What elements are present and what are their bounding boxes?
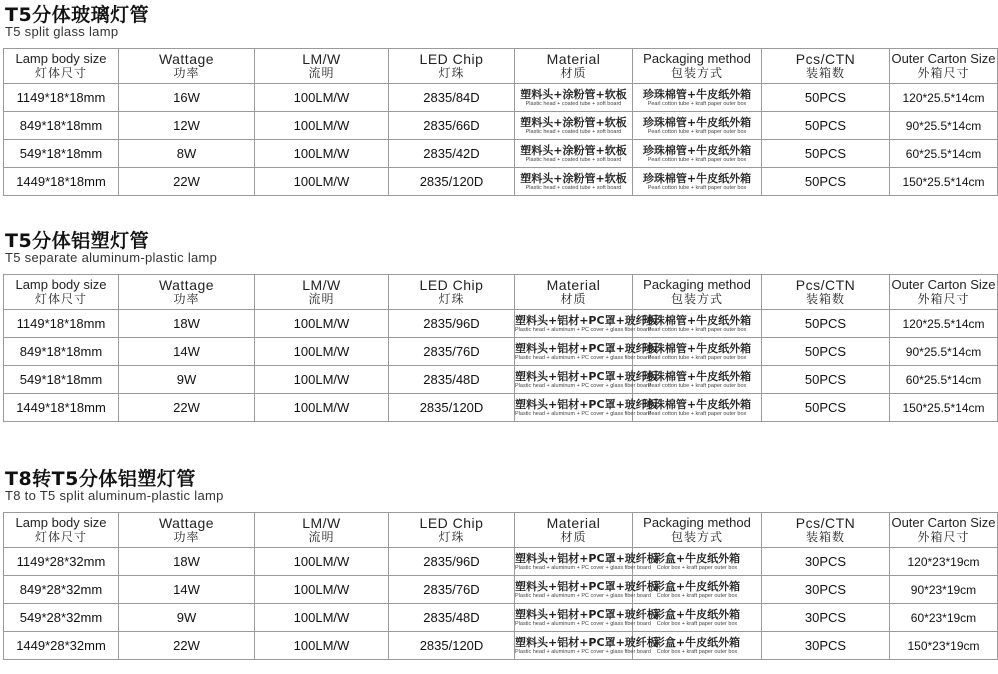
packaging-en: Color box + kraft paper outer box xyxy=(656,620,738,627)
column-header-en: LED Chip xyxy=(419,515,484,531)
material-en: Plastic head + coated tube + soft board xyxy=(525,128,622,135)
column-header-cn: 包装方式 xyxy=(670,530,723,544)
led-chip-cell: 2835/96D xyxy=(389,310,515,338)
table-row xyxy=(4,168,998,196)
wattage-cell: 9W xyxy=(119,366,255,394)
carton-size-cell: 150*25.5*14cm xyxy=(890,168,998,196)
column-header xyxy=(119,49,255,84)
table-row xyxy=(4,548,998,576)
material-en: Plastic head + coated tube + soft board xyxy=(525,156,622,163)
column-header xyxy=(633,49,762,84)
pcs-per-carton-cell: 50PCS xyxy=(762,338,890,366)
material-en: Plastic head + aluminum + PC cover + glass fiber board xyxy=(515,592,651,599)
lamp-size-cell: 1449*28*32mm xyxy=(4,632,119,660)
column-header-cn: 灯体尺寸 xyxy=(34,292,87,306)
column-header-en: Wattage xyxy=(158,515,215,531)
material-cn: 塑料头+铝材+PC罩+玻纤板 xyxy=(515,341,658,355)
column-header-en: LM/W xyxy=(302,515,341,531)
lamp-size-cell: 849*28*32mm xyxy=(4,576,119,604)
packaging-cell xyxy=(633,140,762,168)
column-header-en: Wattage xyxy=(158,51,215,67)
carton-size-cell: 120*23*19cm xyxy=(890,548,998,576)
material-cn: 塑料头+铝材+PC罩+玻纤板 xyxy=(515,313,658,327)
column-header-en: Outer Carton Size xyxy=(891,515,996,530)
column-header-en: Material xyxy=(546,515,601,531)
wattage-cell: 18W xyxy=(119,310,255,338)
table-row xyxy=(4,310,998,338)
column-header-cn: 材质 xyxy=(560,66,587,80)
packaging-en: Color box + kraft paper outer box xyxy=(656,648,738,655)
packaging-en: Pearl cotton tube + kraft paper outer box xyxy=(647,128,747,135)
column-header xyxy=(515,49,633,84)
wattage-cell: 22W xyxy=(119,168,255,196)
packaging-cn: 彩盒+牛皮纸外箱 xyxy=(653,635,741,649)
led-chip-cell: 2835/96D xyxy=(389,548,515,576)
material-en: Plastic head + aluminum + PC cover + glass fiber board xyxy=(515,648,651,655)
table-row xyxy=(4,576,998,604)
wattage-cell: 18W xyxy=(119,548,255,576)
column-header-cn: 包装方式 xyxy=(670,66,723,80)
packaging-cn: 珍珠棉管+牛皮纸外箱 xyxy=(642,397,752,411)
column-header-cn: 功率 xyxy=(173,530,200,544)
lamp-size-cell: 549*18*18mm xyxy=(4,366,119,394)
packaging-en: Pearl cotton tube + kraft paper outer box xyxy=(647,354,747,361)
material-en: Plastic head + aluminum + PC cover + glass fiber board xyxy=(515,382,651,389)
packaging-cell xyxy=(633,394,762,422)
column-header-cn: 灯体尺寸 xyxy=(34,530,87,544)
carton-size-cell: 60*23*19cm xyxy=(890,604,998,632)
header-row xyxy=(4,275,998,310)
column-header-en: Pcs/CTN xyxy=(795,515,856,531)
material-cell xyxy=(515,338,658,366)
table-row xyxy=(4,140,998,168)
column-header-en: Packaging method xyxy=(643,515,751,530)
material-cell xyxy=(515,366,658,394)
lamp-size-cell: 1449*18*18mm xyxy=(4,168,119,196)
led-chip-cell: 2835/66D xyxy=(389,112,515,140)
column-header xyxy=(255,49,389,84)
column-header-cn: 灯珠 xyxy=(438,66,465,80)
packaging-cell xyxy=(633,366,762,394)
lamp-size-cell: 1149*18*18mm xyxy=(4,310,119,338)
header-row xyxy=(4,513,998,548)
packaging-cn: 珍珠棉管+牛皮纸外箱 xyxy=(642,341,752,355)
column-header xyxy=(890,513,998,548)
column-header-cn: 装箱数 xyxy=(805,530,845,544)
column-header-cn: 材质 xyxy=(560,292,587,306)
lamp-size-cell: 849*18*18mm xyxy=(4,338,119,366)
column-header-cn: 外箱尺寸 xyxy=(917,292,970,306)
column-header-en: Packaging method xyxy=(643,277,751,292)
material-cell xyxy=(515,168,633,196)
lumen-cell: 100LM/W xyxy=(255,84,389,112)
material-cn: 塑料头+铝材+PC罩+玻纤板 xyxy=(515,397,658,411)
section-title: T5分体玻璃灯管 xyxy=(5,4,150,26)
lumen-cell: 100LM/W xyxy=(255,576,389,604)
material-cn: 塑料头+涂粉管+软板 xyxy=(520,87,627,101)
spec-table xyxy=(3,274,998,422)
column-header xyxy=(4,49,119,84)
column-header xyxy=(890,275,998,310)
packaging-cn: 珍珠棉管+牛皮纸外箱 xyxy=(642,143,752,157)
carton-size-cell: 90*23*19cm xyxy=(890,576,998,604)
lumen-cell: 100LM/W xyxy=(255,140,389,168)
material-en: Plastic head + aluminum + PC cover + glass fiber board xyxy=(515,564,651,571)
column-header-cn: 包装方式 xyxy=(670,292,723,306)
pcs-per-carton-cell: 30PCS xyxy=(762,632,890,660)
column-header-en: LM/W xyxy=(302,277,341,293)
lamp-size-cell: 849*18*18mm xyxy=(4,112,119,140)
column-header-en: Material xyxy=(546,51,601,67)
wattage-cell: 14W xyxy=(119,338,255,366)
wattage-cell: 22W xyxy=(119,394,255,422)
column-header-cn: 功率 xyxy=(173,66,200,80)
lumen-cell: 100LM/W xyxy=(255,168,389,196)
lumen-cell: 100LM/W xyxy=(255,394,389,422)
led-chip-cell: 2835/120D xyxy=(389,632,515,660)
lumen-cell: 100LM/W xyxy=(255,366,389,394)
carton-size-cell: 90*25.5*14cm xyxy=(890,112,998,140)
material-cn: 塑料头+铝材+PC罩+玻纤板 xyxy=(515,369,658,383)
lumen-cell: 100LM/W xyxy=(255,112,389,140)
column-header-cn: 装箱数 xyxy=(805,66,845,80)
column-header xyxy=(119,513,255,548)
packaging-en: Pearl cotton tube + kraft paper outer box xyxy=(647,410,747,417)
lamp-size-cell: 1149*28*32mm xyxy=(4,548,119,576)
column-header-cn: 灯珠 xyxy=(438,292,465,306)
column-header-en: Wattage xyxy=(158,277,215,293)
wattage-cell: 9W xyxy=(119,604,255,632)
packaging-cn: 珍珠棉管+牛皮纸外箱 xyxy=(642,369,752,383)
led-chip-cell: 2835/84D xyxy=(389,84,515,112)
carton-size-cell: 120*25.5*14cm xyxy=(890,84,998,112)
column-header-cn: 灯体尺寸 xyxy=(34,66,87,80)
packaging-cn: 彩盒+牛皮纸外箱 xyxy=(653,607,741,621)
packaging-en: Color box + kraft paper outer box xyxy=(656,564,738,571)
material-cn: 塑料头+涂粉管+软板 xyxy=(520,115,627,129)
column-header xyxy=(389,49,515,84)
carton-size-cell: 90*25.5*14cm xyxy=(890,338,998,366)
table-row xyxy=(4,366,998,394)
led-chip-cell: 2835/120D xyxy=(389,394,515,422)
led-chip-cell: 2835/76D xyxy=(389,576,515,604)
lumen-cell: 100LM/W xyxy=(255,632,389,660)
column-header-cn: 装箱数 xyxy=(805,292,845,306)
pcs-per-carton-cell: 50PCS xyxy=(762,140,890,168)
column-header-en: Pcs/CTN xyxy=(795,277,856,293)
column-header-cn: 流明 xyxy=(308,66,335,80)
carton-size-cell: 120*25.5*14cm xyxy=(890,310,998,338)
product-section xyxy=(0,464,996,674)
carton-size-cell: 150*23*19cm xyxy=(890,632,998,660)
material-cell xyxy=(515,548,658,576)
packaging-cell xyxy=(633,168,762,196)
material-en: Plastic head + coated tube + soft board xyxy=(525,184,622,191)
packaging-cn: 彩盒+牛皮纸外箱 xyxy=(653,579,741,593)
column-header xyxy=(633,513,762,548)
header-row xyxy=(4,49,998,84)
material-cn: 塑料头+铝材+PC罩+玻纤板 xyxy=(515,551,658,565)
material-en: Plastic head + aluminum + PC cover + glass fiber board xyxy=(515,326,651,333)
material-cell xyxy=(515,632,658,660)
pcs-per-carton-cell: 30PCS xyxy=(762,576,890,604)
column-header-cn: 外箱尺寸 xyxy=(917,66,970,80)
material-cell xyxy=(515,394,658,422)
table-row xyxy=(4,84,998,112)
led-chip-cell: 2835/42D xyxy=(389,140,515,168)
packaging-cell xyxy=(633,310,762,338)
column-header-en: Packaging method xyxy=(643,51,751,66)
section-subtitle: T8 to T5 split aluminum-plastic lamp xyxy=(5,488,224,503)
column-header-en: Pcs/CTN xyxy=(795,51,856,67)
packaging-cell xyxy=(633,338,762,366)
column-header xyxy=(762,513,890,548)
packaging-en: Pearl cotton tube + kraft paper outer box xyxy=(647,382,747,389)
led-chip-cell: 2835/120D xyxy=(389,168,515,196)
column-header-en: Outer Carton Size xyxy=(891,277,996,292)
column-header xyxy=(4,513,119,548)
column-header-cn: 外箱尺寸 xyxy=(917,530,970,544)
wattage-cell: 22W xyxy=(119,632,255,660)
column-header-cn: 流明 xyxy=(308,530,335,544)
lamp-size-cell: 549*28*32mm xyxy=(4,604,119,632)
spec-table xyxy=(3,48,998,196)
lamp-size-cell: 1149*18*18mm xyxy=(4,84,119,112)
column-header-en: Lamp body size xyxy=(15,51,107,66)
pcs-per-carton-cell: 30PCS xyxy=(762,548,890,576)
carton-size-cell: 60*25.5*14cm xyxy=(890,140,998,168)
packaging-cn: 珍珠棉管+牛皮纸外箱 xyxy=(642,87,752,101)
led-chip-cell: 2835/76D xyxy=(389,338,515,366)
material-cell xyxy=(515,112,633,140)
packaging-en: Color box + kraft paper outer box xyxy=(656,592,738,599)
material-en: Plastic head + aluminum + PC cover + glass fiber board xyxy=(515,620,651,627)
column-header-en: LED Chip xyxy=(419,277,484,293)
section-subtitle: T5 separate aluminum-plastic lamp xyxy=(5,250,218,265)
column-header xyxy=(389,513,515,548)
material-cn: 塑料头+铝材+PC罩+玻纤板 xyxy=(515,607,658,621)
column-header xyxy=(762,275,890,310)
product-section xyxy=(0,0,996,210)
column-header xyxy=(762,49,890,84)
packaging-en: Pearl cotton tube + kraft paper outer box xyxy=(647,156,747,163)
table-row xyxy=(4,604,998,632)
material-cell xyxy=(515,140,633,168)
column-header-en: Material xyxy=(546,277,601,293)
column-header xyxy=(515,275,633,310)
pcs-per-carton-cell: 50PCS xyxy=(762,84,890,112)
packaging-en: Pearl cotton tube + kraft paper outer box xyxy=(647,100,747,107)
pcs-per-carton-cell: 50PCS xyxy=(762,310,890,338)
column-header xyxy=(515,513,633,548)
section-title: T5分体铝塑灯管 xyxy=(5,230,150,252)
wattage-cell: 14W xyxy=(119,576,255,604)
carton-size-cell: 60*25.5*14cm xyxy=(890,366,998,394)
material-cn: 塑料头+铝材+PC罩+玻纤板 xyxy=(515,579,658,593)
column-header-en: LM/W xyxy=(302,51,341,67)
column-header-en: LED Chip xyxy=(419,51,484,67)
product-section xyxy=(0,226,996,436)
column-header-cn: 材质 xyxy=(560,530,587,544)
spec-table xyxy=(3,512,998,660)
material-cn: 塑料头+涂粉管+软板 xyxy=(520,171,627,185)
material-en: Plastic head + aluminum + PC cover + glass fiber board xyxy=(515,354,651,361)
led-chip-cell: 2835/48D xyxy=(389,604,515,632)
wattage-cell: 12W xyxy=(119,112,255,140)
column-header xyxy=(255,275,389,310)
pcs-per-carton-cell: 30PCS xyxy=(762,604,890,632)
column-header-cn: 灯珠 xyxy=(438,530,465,544)
column-header xyxy=(890,49,998,84)
table-row xyxy=(4,394,998,422)
material-cn: 塑料头+涂粉管+软板 xyxy=(520,143,627,157)
packaging-cell xyxy=(633,112,762,140)
material-cn: 塑料头+铝材+PC罩+玻纤板 xyxy=(515,635,658,649)
lumen-cell: 100LM/W xyxy=(255,310,389,338)
table-row xyxy=(4,632,998,660)
pcs-per-carton-cell: 50PCS xyxy=(762,112,890,140)
material-cell xyxy=(515,604,658,632)
lumen-cell: 100LM/W xyxy=(255,604,389,632)
table-row xyxy=(4,338,998,366)
lamp-size-cell: 1449*18*18mm xyxy=(4,394,119,422)
packaging-cn: 珍珠棉管+牛皮纸外箱 xyxy=(642,313,752,327)
material-en: Plastic head + aluminum + PC cover + glass fiber board xyxy=(515,410,651,417)
packaging-en: Pearl cotton tube + kraft paper outer box xyxy=(647,184,747,191)
packaging-cell xyxy=(633,84,762,112)
column-header-en: Outer Carton Size xyxy=(891,51,996,66)
lumen-cell: 100LM/W xyxy=(255,548,389,576)
packaging-cn: 珍珠棉管+牛皮纸外箱 xyxy=(642,115,752,129)
pcs-per-carton-cell: 50PCS xyxy=(762,168,890,196)
carton-size-cell: 150*25.5*14cm xyxy=(890,394,998,422)
wattage-cell: 8W xyxy=(119,140,255,168)
column-header-cn: 功率 xyxy=(173,292,200,306)
pcs-per-carton-cell: 50PCS xyxy=(762,394,890,422)
column-header xyxy=(255,513,389,548)
table-row xyxy=(4,112,998,140)
column-header xyxy=(389,275,515,310)
material-cell xyxy=(515,576,658,604)
material-cell xyxy=(515,84,633,112)
material-en: Plastic head + coated tube + soft board xyxy=(525,100,622,107)
column-header-en: Lamp body size xyxy=(15,277,107,292)
packaging-cn: 珍珠棉管+牛皮纸外箱 xyxy=(642,171,752,185)
pcs-per-carton-cell: 50PCS xyxy=(762,366,890,394)
led-chip-cell: 2835/48D xyxy=(389,366,515,394)
lumen-cell: 100LM/W xyxy=(255,338,389,366)
material-cell xyxy=(515,310,658,338)
section-subtitle: T5 split glass lamp xyxy=(5,24,119,39)
packaging-en: Pearl cotton tube + kraft paper outer box xyxy=(647,326,747,333)
column-header-cn: 流明 xyxy=(308,292,335,306)
wattage-cell: 16W xyxy=(119,84,255,112)
lamp-size-cell: 549*18*18mm xyxy=(4,140,119,168)
packaging-cn: 彩盒+牛皮纸外箱 xyxy=(653,551,741,565)
column-header-en: Lamp body size xyxy=(15,515,107,530)
column-header xyxy=(4,275,119,310)
section-title: T8转T5分体铝塑灯管 xyxy=(5,468,196,490)
column-header xyxy=(119,275,255,310)
column-header xyxy=(633,275,762,310)
